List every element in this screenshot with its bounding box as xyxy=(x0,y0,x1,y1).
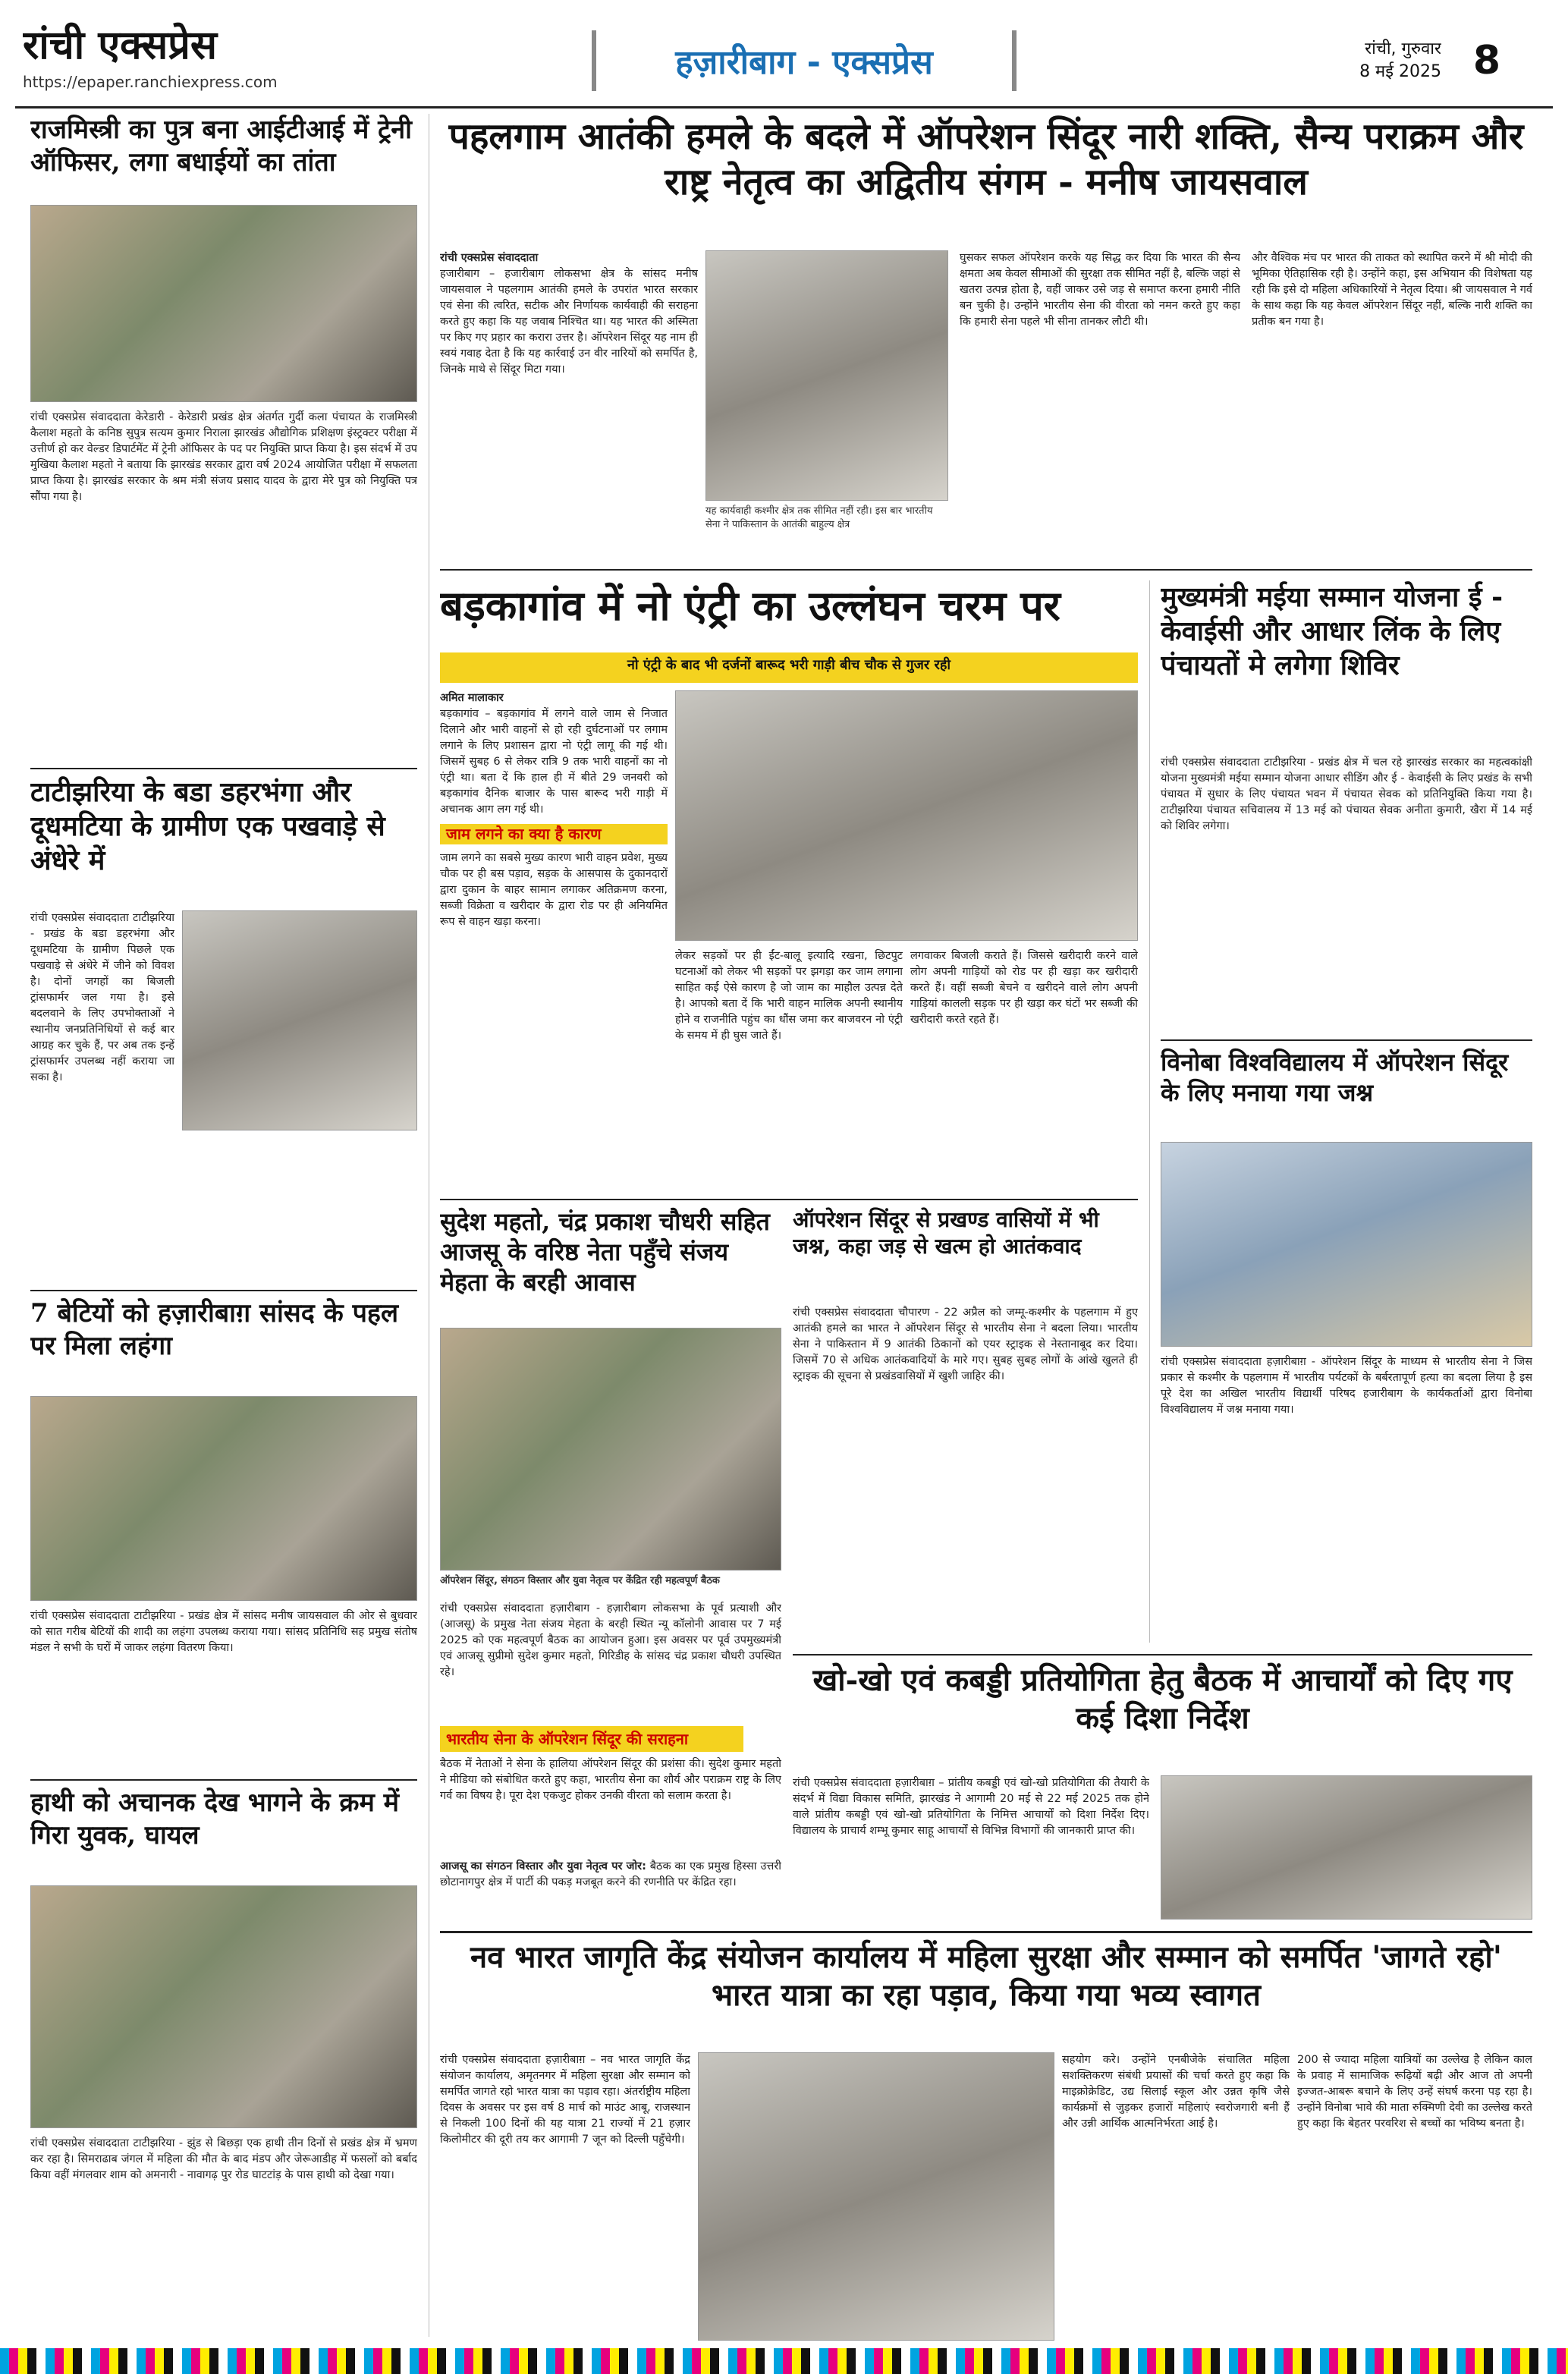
date-line xyxy=(1290,38,1441,99)
subhead-army-praise: भारतीय सेना के ऑपरेशन सिंदूर की सराहना xyxy=(440,1726,743,1752)
photo-kho-kho-meeting xyxy=(1161,1775,1532,1920)
photo-vinoba-rally xyxy=(1161,1142,1532,1347)
headline-tatijhariya-dark: टाटीझरिया के बडा डहरभंगा और दूधमटिया के ग्रामीण एक पखवाड़े से अंधेरे में xyxy=(30,776,385,876)
photo-lehenga xyxy=(30,1396,417,1601)
headline-maiya-samman: मुख्यमंत्री मईया सम्मान योजना ई - केवाईसी और आधार लिंक के लिए पंचायतों मे लगेगा शिविर xyxy=(1161,581,1504,681)
headline-sindoor-chauparan: ऑपरेशन सिंदूर से प्रखण्ड वासियों में भी जश्न, कहा जड़ से खत्म हो आतंकवाद xyxy=(793,1207,1099,1259)
photo-elephant-injured xyxy=(30,1885,417,2128)
article-jagte-raho-col1: रांची एक्सप्रेस संवाददाता हज़ारीबाग़ – नव भारत जागृति केंद्र संयोजन कार्यालय, अमृतनगर में महिला सुरक्षा और सम्मान को समर्पित जागते रहो भारत यात्रा का पड़ाव रहा। अंतर्राष्ट्रीय महिला दिवस के अवसर पर इस वर्ष 8 मार्च को माउंट आबू, राजस्थान से निकली 100 दिनों की यह यात्रा 21 राज्यों में 21 हज़ार किलोमीटर की दूरी तय कर आगामी 7 जून को दिल्ली पहुँचेगी। xyxy=(440,2054,690,2146)
lead-headline: पहलगाम आतंकी हमले के बदले में ऑपरेशन सिंदूर नारी शक्ति, सैन्य पराक्रम और राष्ट्र नेतृत्व का अद्वितीय संगम - मनीष जायसवाल xyxy=(448,115,1524,203)
date-city-day: रांची, गुरुवार xyxy=(1365,39,1441,58)
barkagaon-byline: अमित मालाकार xyxy=(440,692,504,704)
article-ajsu-expansion xyxy=(440,1859,781,1920)
article-maiya-samman: रांची एक्सप्रेस संवाददाता टाटीझरिया - प्रखंड क्षेत्र में चल रहे झारखंड सरकार का महत्वकांक्षी योजना मुख्यमंत्री मईया सम्मान योजना आधार सीडिंग और ई - केवाईसी के लिए प्रखंड के सभी पंचायत में सुधार के लिए पंचायत भवन में पंचायत सेवक को प्रतिनियुक्ति किया गया है। टाटीझरिया पंचायत सचिवालय में 13 मई को पंचायत सेवक अनीता कुमारी, खैरा में 14 मई को शिविर लगेगा। xyxy=(1161,756,1532,832)
lead-article-col1 xyxy=(440,250,698,561)
lead-photo-caption: यह कार्यवाही कश्मीर क्षेत्र तक सीमित नहीं रही। इस बार भारतीय सेना ने पाकिस्तान के आतंकी बाहुल्य क्षेत्र xyxy=(705,505,933,530)
masthead-rule xyxy=(15,106,1553,108)
date-value: 8 मई 2025 xyxy=(1359,62,1441,81)
article-vinoba-celebration: रांची एक्सप्रेस संवाददाता हज़ारीबाग़ - ऑपरेशन सिंदूर के माध्यम से भारतीय सेना ने जिस प्रकार से कश्मीर के पहलगाम में भारतीय पर्यटकों के बर्बरतापूर्ण हत्या का बदला लिया है इस पूरे देश का अखिल भारतीय विद्यार्थी परिषद हजारीबाग के कार्यकर्ताओं द्वारा विनोबा विश्वविद्यालय में जश्न मनाया गया। xyxy=(1161,1356,1532,1416)
caption-ajsu-meeting: ऑपरेशन सिंदूर, संगठन विस्तार और युवा नेतृत्व पर केंद्रित रही महत्वपूर्ण बैठक xyxy=(440,1575,720,1586)
right-rule-1 xyxy=(1161,1039,1532,1041)
center-rule-3 xyxy=(440,1931,1532,1933)
strap-barkagaon: नो एंट्री के बाद भी दर्जनों बारूद भरी गाड़ी बीच चौक से गुजर रही xyxy=(440,652,1138,683)
photo-manish-jaiswal xyxy=(705,250,948,501)
center-rule-1 xyxy=(440,1199,1138,1200)
article-jagte-raho-col2: सहयोग करे। उन्होंने एनबीजेके संचालित महिला सशक्तिकरण संबंधी प्रयासों की चर्चा करते हुए कहा कि माइक्रोक्रेडिट, उद्य सिलाई स्कूल और उन्नत कृषि जैसे कार्यक्रमों से जुड़कर हजारों महिलाएं स्वरोजगारी बनी हैं और उन्नी आर्थिक आत्मनिर्भरता आई है। xyxy=(1062,2054,1290,2130)
page-number: 8 xyxy=(1472,38,1501,83)
article-lehenga: रांची एक्सप्रेस संवाददाता टाटीझरिया - प्रखंड क्षेत्र में सांसद मनीष जायसवाल की ओर से बुधवार को सात गरीब बेटियों की शादी का लहंगा उपलब्ध कराया गया। सांसद प्रतिनिधि सह प्रमुख संतोष मंडल ने सभी के घरों में जाकर लहंगा वितरण किया। xyxy=(30,1610,417,1654)
left-rule-1 xyxy=(30,768,417,769)
left-rule-3 xyxy=(30,1779,417,1781)
headline-lehenga: 7 बेटियों को हज़ारीबाग़ सांसद के पहल पर मिला लहंगा xyxy=(30,1298,398,1361)
article-iti-officer: रांची एक्सप्रेस संवाददाता केरेडारी - केरेडारी प्रखंड क्षेत्र अंतर्गत गुर्दी कला पंचायत के राजमिस्त्री कैलाश महतो के कनिष्ठ सुपुत्र सत्यम कुमार निराला झारखंड औद्योगिक प्रशिक्षण इंस्ट्रक्टर परीक्षा में उत्तीर्ण हो कर वेल्डर डिपार्टमेंट में ट्रेनी ऑफिसर के पद पर नियुक्ति प्राप्त किया है। इस संदर्भ में उप मुखिया कैलाश महतो ने बताया कि झारखंड सरकार द्वारा वर्ष 2024 आयोजित परीक्षा में सफलता प्राप्त किया है। झारखंड सरकार के श्रम मंत्री संजय प्रसाद यादव के द्वारा मेरे पुत्र को नियुक्ति पत्र सौंपा गया है। xyxy=(30,411,417,503)
column-divider-right xyxy=(1149,580,1150,1643)
newspaper-logo: रांची एक्सप्रेस xyxy=(23,22,218,68)
lead-byline: रांची एक्सप्रेस संवाददाता xyxy=(440,252,539,264)
lead-rule xyxy=(440,569,1532,571)
center-rule-2 xyxy=(793,1654,1532,1656)
barkagaon-subhead: जाम लगने का क्या है कारण xyxy=(440,824,668,844)
article-sudesh-mahto: रांची एक्सप्रेस संवाददाता हज़ारीबाग - हज़ारीबाग लोकसभा के पूर्व प्रत्याशी और (आजसू) के प्रमुख नेता संजय मेहता के बरही स्थित न्यू कॉलोनी आवास पर 7 मई 2025 को एक महत्वपूर्ण बैठक का आयोजन हुआ। इस अवसर पर पूर्व उपमुख्यमंत्री एवं आजसू सुप्रीमो सुदेश कुमार महतो, गिरिडीह के सांसद चंद्र प्रकाश चौधरी उपस्थित रहे। xyxy=(440,1602,781,1678)
headline-iti-officer: राजमिस्त्री का पुत्र बना आईटीआई में ट्रेनी ऑफिसर, लगा बधाईयों का तांता xyxy=(30,115,412,178)
article-sindoor-chauparan: रांची एक्सप्रेस संवाददाता चौपारण - 22 अप्रैल को जम्मू-कश्मीर के पहलगाम में हुए आतंकी हमले का भारत ने ऑपरेशन सिंदूर से भारतीय सेना ने बदला लिया। भारतीय सेना ने पाकिस्तान में 9 आतंकी ठिकानों को एयर स्ट्राइक से नेस्तानाबूद कर दिया। जिसमें 70 से अधिक आतंकवादियों के मारे गए। सुबह सुबह लोगों के आंखे खुलते ही स्ट्राइक की सूचना से प्रखंडवासियों में खुशी जाहिर की। xyxy=(793,1306,1138,1382)
article-elephant: रांची एक्सप्रेस संवाददाता टाटीझरिया - झुंड से बिछड़ा एक हाथी तीन दिनों से प्रखंड क्षेत्र में भ्रमण कर रहा है। सिमराढाब जंगल में महिला की मौत के बाद मंडप और जेरूआडीह में फसलों को बर्बाद किया वहीं मंगलवार शाम को अमनारी - नावागढ़ पुर रोड घाटटांड़ के पास हाथी को देखा गया। xyxy=(30,2137,417,2181)
article-tatijhariya-dark: रांची एक्सप्रेस संवाददाता टाटीझरिया - प्रखंड के बडा डहरभंगा और दूधमटिया के ग्रामीण पिछले एक पखवाड़े से अंधेरे में जीने को विवश है। दोनों जगहों का बिजली ट्रांसफार्मर जल गया है। इसे बदलवाने के लिए उपभोक्ताओं ने स्थानीय जनप्रतिनिधियों से कई बार आग्रह कर चुके हैं, पर अब तक इन्हें ट्रांसफार्मर उपलब्ध नहीं कराया जा सका है। xyxy=(30,912,174,1083)
headline-jagte-raho: नव भारत जागृति केंद्र संयोजन कार्यालय में महिला सुरक्षा और सम्मान को समर्पित 'जागते रहो' भारत यात्रा का रहा पड़ाव, किया गया भव्य स्वागत xyxy=(470,1939,1502,2013)
headline-sudesh-mahto: सुदेश महतो, चंद्र प्रकाश चौधरी सहित आजसू के वरिष्ठ नेता पहुँचे संजय मेहता के बरही आवास xyxy=(440,1207,770,1297)
epaper-url[interactable]: https://epaper.ranchiexpress.com xyxy=(23,73,278,91)
photo-ajsu-meeting xyxy=(440,1328,781,1571)
headline-barkagaon: बड़कागांव में नो एंट्री का उल्लंघन चरम पर xyxy=(440,581,1061,630)
photo-jagte-raho xyxy=(698,2052,1054,2341)
photo-iti-officer xyxy=(30,205,417,402)
lead-article-col3: और वैश्विक मंच पर भारत की ताकत को स्थापित करने में श्री मोदी की भूमिका ऐतिहासिक रही है। उन्होंने कहा, इस अभियान की विशेषता यह रही कि इसे दो महिला अधिकारियों ने नेतृत्व दिया। श्री जायसवाल ने गर्व के साथ कहा कि यह केवल ऑपरेशन सिंदूर नहीं, बल्कि नारी शक्ति का प्रतीक बन गया है। xyxy=(1252,252,1532,328)
article-jagte-raho-col3: 200 से ज्यादा महिला यात्रियों का उल्लेख है लेकिन काल के प्रवाह में सामाजिक रूढ़ियों बढ़ी और आज तो अपनी इज्जत-आबरू बचाने के लिए उन्हें संघर्ष करना पड़ रहा है। उन्होंने विनोबा भावे की माता रुक्मिणी देवी का उल्लेख करते हुए कहा कि बेहतर परवरिश से बच्चों का भविष्य बनता है। xyxy=(1297,2054,1532,2130)
lead-body-1: हजारीबाग – हजारीबाग लोकसभा क्षेत्र के सांसद मनीष जायसवाल ने पहलगाम आतंकी हमले के उपरांत भारत सरकार एवं सेना की त्वरित, सटीक और निर्णायक कार्यवाही की सराहना करते हुए कहा कि यह जवाब निश्चित था। यह भारत की अस्मिता पर किए गए प्रहार का करारा उत्तर है। ऑपरेशन सिंदूर यह नाम ही स्वयं गवाह देता है कि यह कार्रवाई उन वीर नारियों को समर्पित है, जिनके माथे से सिंदूर मिटा गया। xyxy=(440,268,698,376)
article-barkagaon-col1 xyxy=(440,690,668,1191)
barkagaon-body-2: जाम लगने का सबसे मुख्य कारण भारी वाहन प्रवेश, मुख्य चौक पर ही बस पड़ाव, सड़क के आसपास के दुकानदारों द्वारा दुकान के बाहर सामान लगाकर अतिक्रमण करना, सब्जी विक्रेता व खरीदार के द्वारा रोड पर ही अनियमित रूप से वाहन खड़ा करना। xyxy=(440,852,668,928)
color-registration-bar xyxy=(0,2348,1568,2374)
lead-article-col2: घुसकर सफल ऑपरेशन करके यह सिद्ध कर दिया कि भारत की सैन्य क्षमता अब केवल सीमाओं की सुरक्षा तक सीमित नहीं है, बल्कि जहां से खतरा उत्पन्न होता है, वहीं जाकर उसे जड़ से समाप्त करना हमारी नीति बन चुकी है। उन्होंने भारतीय सेना की वीरता को नमन करते हुए कहा कि हमारी सेना पहले भी सीना तानकर लौटी थी। xyxy=(960,252,1240,328)
article-army-praise: बैठक में नेताओं ने सेना के हालिया ऑपरेशन सिंदूर की प्रशंसा की। सुदेश कुमार महतो ने मीडिया को संबोधित करते हुए कहा, भारतीय सेना का शौर्य और पराक्रम राष्ट्र के लिए गर्व का विषय है। पूरा देश एकजुट होकर उनकी वीरता को सलाम करता है। xyxy=(440,1758,781,1802)
section-title: हज़ारीबाग - एक्सप्रेस xyxy=(592,30,1017,91)
article-barkagaon-col3: लगवाकर बिजली कराते हैं। जिससे खरीदारी करने वाले लोग अपनी गाड़ियों को रोड पर ही खड़ा कर खरीदारी करते हैं। वहीं सब्जी बेचने व खरीदने वाले लोग अपनी गाड़ियां कालली सड़क पर ही खड़ा कर घंटों भर सब्जी की खरीदारी करते रहते हैं। xyxy=(910,950,1138,1026)
photo-truck-traffic xyxy=(675,690,1138,941)
headline-kho-kho: खो-खो एवं कबड्डी प्रतियोगिता हेतु बैठक में आचार्यों को दिए गए कई दिशा निर्देश xyxy=(812,1662,1513,1736)
ajsu-expansion-body: बैठक का एक प्रमुख हिस्सा उत्तरी छोटानागपुर क्षेत्र में पार्टी की पकड़ मजबूत करने की रणनीति पर केंद्रित रहा। xyxy=(440,1860,781,1888)
subhead-ajsu-expansion: आजसू का संगठन विस्तार और युवा नेतृत्व पर जोर: xyxy=(440,1860,646,1872)
barkagaon-body-1: बड़कागांव – बड़कागांव में लगने वाले जाम से निजात दिलाने और भारी वाहनों से हो रही दुर्घटनाओं पर लगाम लगाने के लिए प्रशासन द्वारा नो एंट्री लागू की गई थी। जिसमें सुबह 6 से लेकर रात्रि 9 तक भारी वाहनों का नो एंट्री था। बता दें कि हाल ही में बीते 29 जनवरी को बड़कागांव दैनिक बाजार के पास बारूद भरी गाड़ी में अचानक आग लग गई थी। xyxy=(440,708,668,816)
headline-elephant: हाथी को अचानक देख भागने के क्रम में गिरा युवक, घायल xyxy=(30,1788,399,1850)
headline-vinoba-celebration: विनोबा विश्वविद्यालय में ऑपरेशन सिंदूर के लिए मनाया गया जश्न xyxy=(1161,1048,1509,1107)
photo-transformer xyxy=(182,910,417,1130)
article-barkagaon-col2: लेकर सड़कों पर ही ईंट-बालू इत्यादि रखना, छिटपुट घटनाओं को लेकर भी सड़कों पर झगड़ा कर जाम लगाना साहित कई ऐसे कारण है जो जाम का माहौल उत्पन्न देते है। आपको बता दें कि भारी वाहन मालिक अपनी स्थानीय होने व राजनीति पहुंच का धौंस जमा कर बाजवरन नो एंट्री के समय में ही घुस जाते हैं। xyxy=(675,950,903,1042)
left-rule-2 xyxy=(30,1290,417,1291)
article-kho-kho: रांची एक्सप्रेस संवाददाता हज़ारीबाग़ – प्रांतीय कबड्डी एवं खो-खो प्रतियोगिता की तैयारी के संदर्भ में विद्या विकास समिति, झारखंड ने आगामी 20 मई से 22 मई 2025 तक होने वाले प्रांतीय कबड्डी एवं खो-खो प्रतियोगिता के निमित्त आचार्यों को दिशा निर्देश दिए। विद्यालय के प्राचार्य शम्भू कुमार साहू आचार्यों से विभिन्न विभागों की जानकारी प्राप्त की। xyxy=(793,1777,1149,1837)
